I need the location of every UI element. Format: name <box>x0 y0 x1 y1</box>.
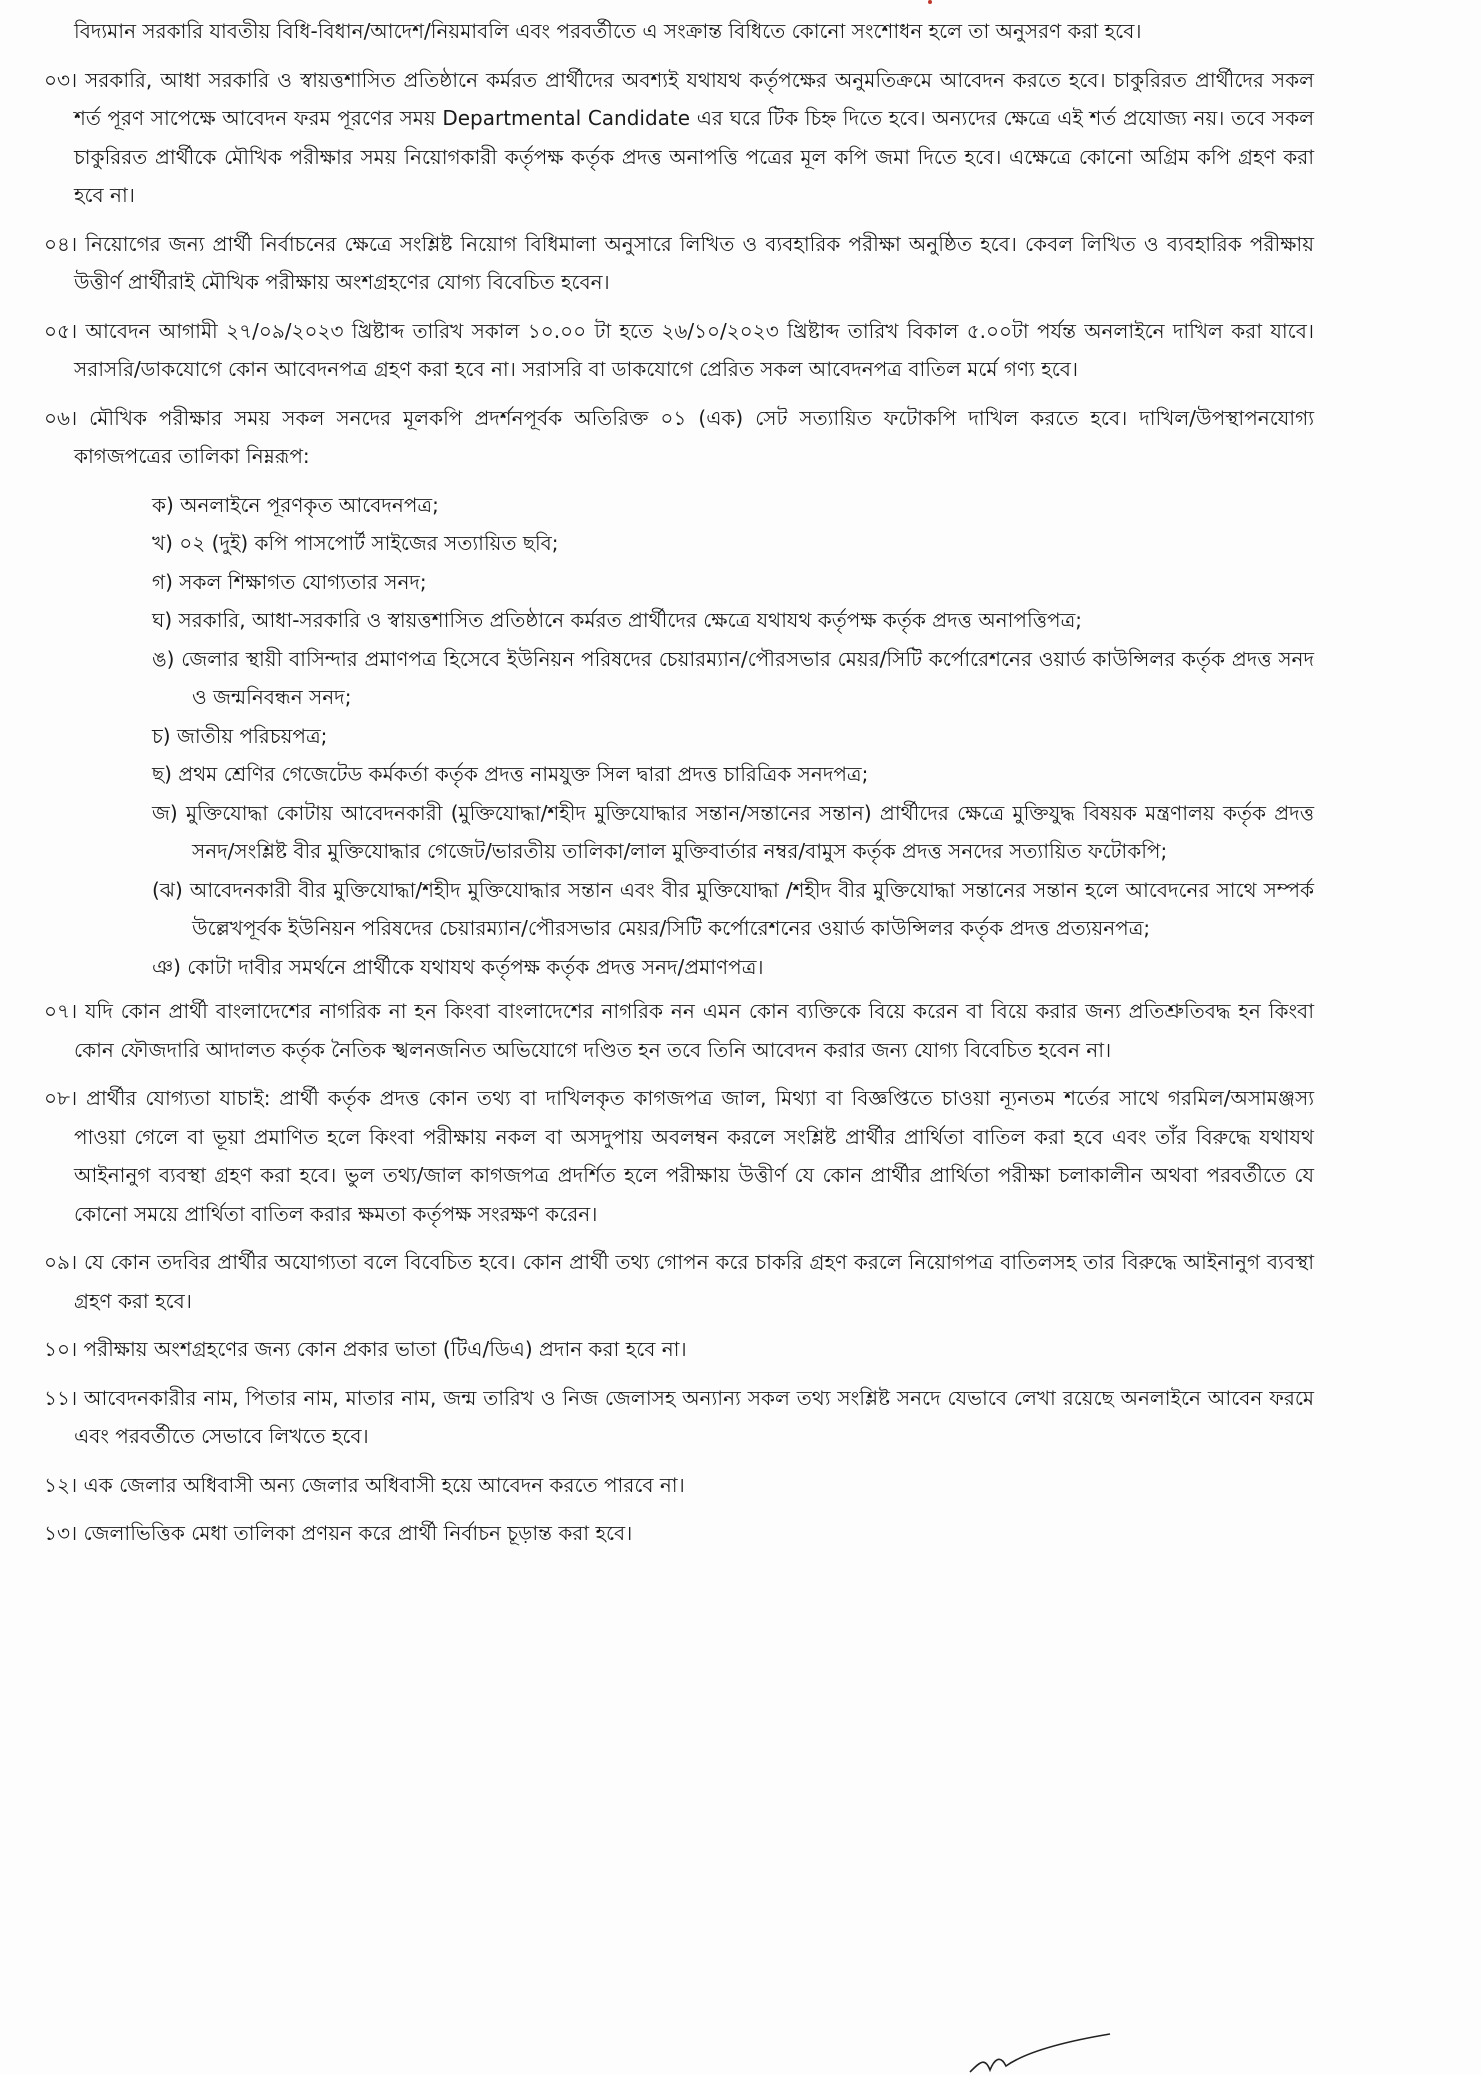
paragraph-number: ০৬। <box>44 405 78 430</box>
numbered-paragraph <box>44 1330 1314 1369</box>
list-item: (ঝ) আবেদনকারী বীর মুক্তিযোদ্ধা/শহীদ মুক্তিযোদ্ধার সন্তান এবং বীর মুক্তিযোদ্ধা /শহীদ বীর মুক্তিযোদ্ধা সন্তানের সন্তান হলে আবেদনের সাথে সম্পর্ক উল্লেখপূর্বক ইউনিয়ন পরিষদের চেয়ারম্যান/পৌরসভার মেয়র/সিটি কর্পোরেশনের ওয়ার্ড কাউন্সিলর কর্তৃক প্রদত্ত প্রত্যয়নপত্র; <box>152 877 1314 940</box>
list-item: গ) সকল শিক্ষাগত যোগ্যতার সনদ; <box>152 569 427 594</box>
list-item: ক) অনলাইনে পূরণকৃত আবেদনপত্র; <box>152 492 439 517</box>
paragraph-number: ০৭। <box>44 999 78 1023</box>
paragraph-number: ১১। <box>44 1385 78 1410</box>
intro-paragraph: বিদ্যমান সরকারি যাবতীয় বিধি-বিধান/আদেশ/নিয়মাবলি এবং পরবর্তীতে এ সংক্রান্ত বিধিতে কোনো সংশোধন হলে তা অনুসরণ করা হবে। <box>74 19 1142 43</box>
paragraph-text: যদি কোন প্রার্থী বাংলাদেশের নাগরিক না হন কিংবা বাংলাদেশের নাগরিক নন এমন কোন ব্যক্তিকে বিয়ে করেন বা বিয়ে করার জন্য প্রতিশ্রুতিবদ্ধ হন কিংবা কোন ফৌজদারি আদালত কর্তৃক নৈতিক স্খলনজনিত অভিযোগে দণ্ডিত হন তবে তিনি আবেদন করার জন্য যোগ্য বিবেচিত হবেন না। <box>74 999 1314 1062</box>
list-item: জ) মুক্তিযোদ্ধা কোটায় আবেদনকারী (মুক্তিযোদ্ধা/শহীদ মুক্তিযোদ্ধার সন্তান/সন্তানের সন্তান) প্রার্থীদের ক্ষেত্রে মুক্তিযুদ্ধ বিষয়ক মন্ত্রণালয় কর্তৃক প্রদত্ত সনদ/সংশ্লিষ্ট বীর মুক্তিযোদ্ধার গেজেট/ভারতীয় তালিকা/লাল মুক্তিবার্তার নম্বর/বামুস কর্তৃক প্রদত্ত সনদের সত্যায়িত ফটোকপি; <box>152 800 1314 863</box>
paragraph-text: যে কোন তদবির প্রার্থীর অযোগ্যতা বলে বিবেচিত হবে। কোন প্রার্থী তথ্য গোপন করে চাকরি গ্রহণ করলে নিয়োগপত্র বাতিলসহ তার বিরুদ্ধে আইনানুগ ব্যবস্থা গ্রহণ করা হবে। <box>74 1250 1314 1313</box>
signature-mark <box>960 2032 1130 2075</box>
numbered-paragraph <box>44 1466 1314 1505</box>
numbered-paragraph <box>44 992 1314 1069</box>
paragraph-text: জেলাভিত্তিক মেধা তালিকা প্রণয়ন করে প্রার্থী নির্বাচন চূড়ান্ত করা হবে। <box>83 1521 633 1545</box>
list-item: ঘ) সরকারি, আধা-সরকারি ও স্বায়ত্তশাসিত প্রতিষ্ঠানে কর্মরত প্রার্থীদের ক্ষেত্রে যথাযথ কর্তৃপক্ষ কর্তৃক প্রদত্ত অনাপত্তিপত্র; <box>152 608 1083 632</box>
numbered-paragraph <box>44 312 1314 389</box>
paragraph-text: আবেদন আগামী ২৭/০৯/২০২৩ খ্রিষ্টাব্দ তারিখ সকাল ১০.০০ টা হতে ২৬/১০/২০২৩ খ্রিষ্টাব্দ তারিখ বিকাল ৫.০০টা পর্যন্ত অনলাইনে দাখিল করা যাবে। সরাসরি/ডাকযোগে কোন আবেদনপত্র গ্রহণ করা হবে না। সরাসরি বা ডাকযোগে প্রেরিত সকল আবেদনপত্র বাতিল মর্মে গণ্য হবে। <box>74 318 1314 381</box>
list-item: ঞ) কোটা দাবীর সমর্থনে প্রার্থীকে যথাযথ কর্তৃপক্ষ কর্তৃক প্রদত্ত সনদ/প্রমাণপত্র। <box>152 954 764 979</box>
numbered-paragraph <box>44 61 1314 215</box>
paragraph-text: এক জেলার অধিবাসী অন্য জেলার অধিবাসী হয়ে আবেদন করতে পারবে না। <box>83 1472 685 1497</box>
paragraph-text: নিয়োগের জন্য প্রার্থী নির্বাচনের ক্ষেত্রে সংশ্লিষ্ট নিয়োগ বিধিমালা অনুসারে লিখিত ও ব্যবহারিক পরীক্ষা অনুষ্ঠিত হবে। কেবল লিখিত ও ব্যবহারিক পরীক্ষায় উত্তীর্ণ প্রার্থীরাই মৌখিক পরীক্ষায় অংশগ্রহণের যোগ্য বিবেচিত হবেন। <box>74 231 1315 294</box>
document-checklist <box>44 486 1314 987</box>
paragraph-number: ১০। <box>44 1337 78 1361</box>
list-item: খ) ০২ (দুই) কপি পাসপোর্ট সাইজের সত্যায়িত ছবি; <box>152 531 559 555</box>
document-body <box>44 12 1314 1563</box>
paragraph-text: সরকারি, আধা সরকারি ও স্বায়ত্তশাসিত প্রতিষ্ঠানে কর্মরত প্রার্থীদের অবশ্যই যথাযথ কর্তৃপক্ষের অনুমতিক্রমে আবেদন করতে হবে। চাকুরিরত প্রার্থীদের সকল শর্ত পূরণ সাপেক্ষে আবেদন ফরম পূরণের সময় Departmental Candidate এর ঘরে টিক চিহ্ন দিতে হবে। অন্যদের ক্ষেত্রে এই শর্ত প্রযোজ্য নয়। তবে সকল চাকুরিরত প্রার্থীকে মৌখিক পরীক্ষার সময় নিয়োগকারী কর্তৃপক্ষ কর্তৃক প্রদত্ত অনাপত্তি পত্রের মূল কপি জমা দিতে হবে। এক্ষেত্রে কোনো অগ্রিম কপি গ্রহণ করা হবে না। <box>74 67 1314 207</box>
list-item: ঙ) জেলার স্থায়ী বাসিন্দার প্রমাণপত্র হিসেবে ইউনিয়ন পরিষদের চেয়ারম্যান/পৌরসভার মেয়র/সিটি কর্পোরেশনের ওয়ার্ড কাউন্সিলর কর্তৃক প্রদত্ত সনদ ও জন্মনিবন্ধন সনদ; <box>152 646 1314 709</box>
paragraph-text: আবেদনকারীর নাম, পিতার নাম, মাতার নাম, জন্ম তারিখ ও নিজ জেলাসহ অন্যান্য সকল তথ্য সংশ্লিষ্ট সনদে যেভাবে লেখা রয়েছে অনলাইনে আবেন ফরমে এবং পরবর্তীতে সেভাবে লিখতে হবে। <box>74 1385 1314 1448</box>
paragraph-number: ০৪। <box>44 231 78 256</box>
paragraph-number: ০৫। <box>44 318 78 343</box>
paragraph-text: পরীক্ষায় অংশগ্রহণের জন্য কোন প্রকার ভাতা (টিএ/ডিএ) প্রদান করা হবে না। <box>83 1337 687 1361</box>
paragraph-number: ১২। <box>44 1472 78 1497</box>
numbered-paragraph <box>44 1379 1314 1456</box>
numbered-paragraph <box>44 225 1314 302</box>
paragraph-number: ০৮। <box>44 1086 78 1110</box>
paragraph-number: ০৩। <box>44 67 78 92</box>
numbered-paragraph <box>44 1514 1314 1553</box>
numbered-paragraph <box>44 1079 1314 1233</box>
numbered-paragraph <box>44 1243 1314 1320</box>
paragraph-number: ১৩। <box>44 1521 78 1545</box>
list-item: চ) জাতীয় পরিচয়পত্র; <box>152 723 328 748</box>
paragraph-group-1 <box>44 61 1314 476</box>
scan-mark <box>928 0 932 4</box>
paragraph-text: মৌখিক পরীক্ষার সময় সকল সনদের মূলকপি প্রদর্শনপূর্বক অতিরিক্ত ০১ (এক) সেট সত্যায়িত ফটোকপি দাখিল করতে হবে। দাখিল/উপস্থাপনযোগ্য কাগজপত্রের তালিকা নিম্নরূপ: <box>74 405 1314 468</box>
paragraph-group-2 <box>44 992 1314 1553</box>
paragraph-text: প্রার্থীর যোগ্যতা যাচাই: প্রার্থী কর্তৃক প্রদত্ত কোন তথ্য বা দাখিলকৃত কাগজপত্র জাল, মিথ্যা বা বিজ্ঞপ্তিতে চাওয়া ন্যূনতম শর্তের সাথে গরমিল/অসামঞ্জস্য পাওয়া গেলে বা ভূয়া প্রমাণিত হলে কিংবা পরীক্ষায় নকল বা অসদুপায় অবলম্বন করলে সংশ্লিষ্ট প্রার্থীর প্রার্থিতা বাতিল করা হবে এবং তাঁর বিরুদ্ধে যথাযথ আইনানুগ ব্যবস্থা গ্রহণ করা হবে। ভুল তথ্য/জাল কাগজপত্র প্রদর্শিত হলে পরীক্ষায় উত্তীর্ণ যে কোন প্রার্থীর প্রার্থিতা পরীক্ষা চলাকালীন অথবা পরবর্তীতে যে কোনো সময়ে প্রার্থিতা বাতিল করার ক্ষমতা কর্তৃপক্ষ সংরক্ষণ করেন। <box>74 1086 1315 1226</box>
paragraph-number: ০৯। <box>44 1250 78 1274</box>
numbered-paragraph <box>44 399 1314 476</box>
list-item: ছ) প্রথম শ্রেণির গেজেটেড কর্মকর্তা কর্তৃক প্রদত্ত নামযুক্ত সিল দ্বারা প্রদত্ত চারিত্রিক সনদপত্র; <box>152 762 869 786</box>
